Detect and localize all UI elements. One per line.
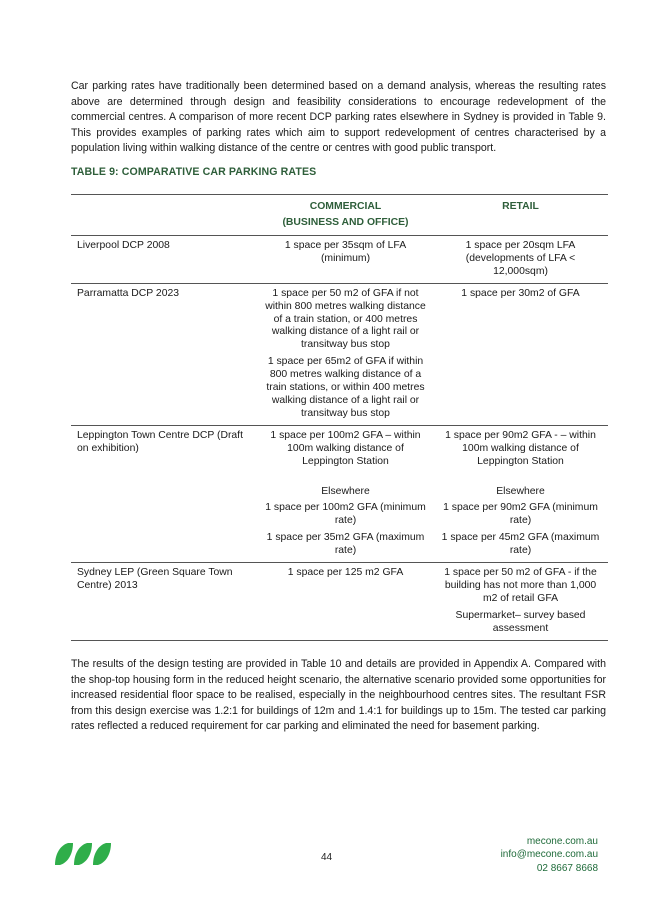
table-title: TABLE 9: COMPARATIVE CAR PARKING RATES bbox=[71, 166, 317, 178]
row-name: Sydney LEP (Green Square Town Centre) 2013 bbox=[77, 567, 233, 591]
cell-text: 1 space per 90m2 GFA (minimum rate) bbox=[443, 502, 598, 527]
row-name: Parramatta DCP 2023 bbox=[77, 287, 180, 299]
phone-number: 02 8667 8668 bbox=[536, 862, 598, 874]
cell-text: Elsewhere bbox=[321, 485, 370, 497]
table-header-row bbox=[71, 195, 608, 236]
header-commercial bbox=[258, 195, 433, 236]
header-commercial-line2: (BUSINESS AND OFFICE) bbox=[282, 217, 409, 228]
header-retail: RETAIL bbox=[502, 201, 539, 212]
cell-text: 1 space per 65m2 of GFA if within 800 metres walking distance of a train stations, or within 400 metres walking distance of a light rail or transitway bus stop bbox=[266, 356, 425, 419]
commercial-cell bbox=[258, 283, 433, 425]
cell-text: 1 space per 35sqm of LFA (minimum) bbox=[284, 240, 407, 264]
retail-cell bbox=[433, 563, 608, 641]
commercial-cell bbox=[258, 563, 433, 641]
table-row bbox=[71, 283, 608, 425]
cell-text: 1 space per 45m2 GFA (maximum rate) bbox=[441, 532, 600, 557]
table-row bbox=[71, 236, 608, 284]
email-link[interactable]: info@mecone.com.au bbox=[500, 849, 598, 861]
retail-cell bbox=[433, 425, 608, 562]
cell-text: 1 space per 50 m2 of GFA if not within 800 metres walking distance of a train station, or 400 metres walking distance of a light rail or transitway bus stop bbox=[265, 287, 426, 351]
table-row bbox=[71, 425, 608, 562]
footer-contact bbox=[501, 835, 598, 875]
row-name: Liverpool DCP 2008 bbox=[77, 240, 170, 251]
commercial-cell bbox=[258, 425, 433, 562]
retail-cell bbox=[433, 236, 608, 284]
website-link[interactable]: mecone.com.au bbox=[526, 836, 598, 847]
retail-cell bbox=[433, 283, 608, 425]
intro-paragraph: Car parking rates have traditionally been determined based on a demand analysis, whereas the resulting rates above are determined through design and feasibility considerations to encourage redevelopment of the commercial centres. A comparison of more recent DCP parking rates elsewhere in Sydney is provided in Table 9. This provides examples of parking rates which aim to support redevelopment of centres characterised by a population living within walking distance of the centre or centres with good public transport. bbox=[71, 80, 606, 154]
header-blank bbox=[71, 195, 258, 236]
commercial-cell bbox=[258, 236, 433, 284]
page-number: 44 bbox=[320, 852, 333, 863]
cell-text: 1 space per 30m2 of GFA bbox=[461, 287, 580, 299]
cell-text: Supermarket– survey based assessment bbox=[455, 609, 586, 634]
cell-text: 1 space per 50 m2 of GFA - if the building has not more than 1,000 m2 of retail GFA bbox=[444, 567, 597, 604]
cell-text: 1 space per 100m2 GFA (minimum rate) bbox=[265, 502, 426, 527]
row-name: Leppington Town Centre DCP (Draft on exhibition) bbox=[77, 429, 243, 454]
results-paragraph: The results of the design testing are provided in Table 10 and details are provided in Appendix A. Compared with the shop-top housing form in the reduced height scenario, the alternative scenario provided some opportunities for increased residential floor space to be realised, especially in the neighbourhood centres sites. The resultant FSR from this design exercise was 1.2:1 for buildings of 12m and 1.4:1 for buildings up to 15m. The tested car parking rates reflected a reduced requirement for car parking and eliminated the need for basement parking. bbox=[71, 658, 606, 732]
cell-text: 1 space per 90m2 GFA - – within 100m walking distance of Leppington Station bbox=[445, 429, 596, 467]
cell-text: 1 space per 35m2 GFA (maximum rate) bbox=[266, 532, 425, 557]
cell-text: 1 space per 125 m2 GFA bbox=[287, 567, 404, 579]
cell-text: Elsewhere bbox=[496, 485, 545, 497]
cell-text: 1 space per 100m2 GFA – within 100m walking distance of Leppington Station bbox=[270, 429, 421, 467]
cell-text: 1 space per 20sqm LFA (developments of LFA < 12,000sqm) bbox=[465, 240, 576, 277]
parking-rates-table bbox=[71, 194, 608, 641]
table-row bbox=[71, 563, 608, 641]
header-commercial-line1: COMMERCIAL bbox=[309, 201, 382, 212]
